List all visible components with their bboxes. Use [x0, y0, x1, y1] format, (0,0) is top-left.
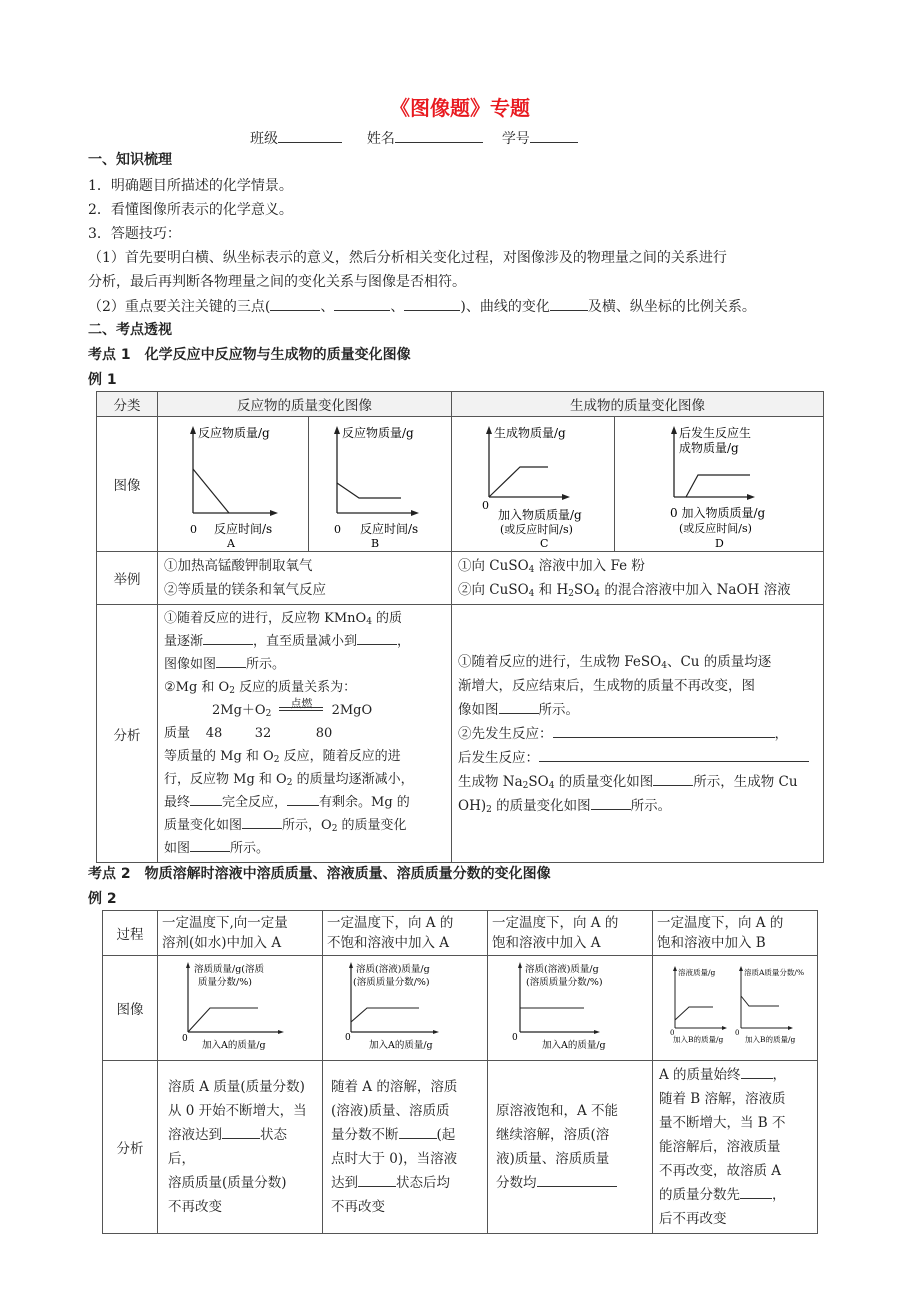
text-segment: 2 [265, 709, 272, 719]
fill-blank[interactable] [357, 630, 397, 645]
curve-line [337, 483, 401, 498]
product-header: 生成物的质量变化图像 [452, 392, 824, 417]
text-segment: 等质量的 Mg 和 O [164, 749, 274, 764]
page-title: 《图像题》专题 [390, 96, 530, 120]
text-segment: 的质量变化如图 [491, 797, 591, 814]
text-segment: 后不再改变 [659, 1211, 727, 1227]
text-segment: 如图 [164, 841, 191, 856]
text-segment: 4 [548, 780, 555, 791]
x-axis-label: 加入A的质量/g [369, 1040, 433, 1051]
analysis-row-label: 分析 [97, 605, 158, 863]
text-segment: 2 [286, 778, 293, 788]
kaodian-1-heading: 考点 1 化学反应中反应物与生成物的质量变化图像 [88, 347, 411, 363]
text-segment: 2 [273, 755, 280, 765]
text-segment: ①随着反应的进行，反应物 KMnO [164, 611, 367, 626]
text-segment: 随着 B 溶解，溶液质 [659, 1091, 786, 1107]
x-axis-arrow-icon [433, 1030, 439, 1034]
text-segment: 液)质量、溶质质量 [496, 1151, 610, 1167]
y-axis-arrow-icon [349, 962, 353, 968]
text-segment: OH) [458, 797, 487, 814]
text-segment: 所示。 [630, 797, 672, 814]
fill-blank[interactable] [537, 1172, 617, 1187]
fill-blank[interactable] [358, 1172, 396, 1187]
origin-label: 0 [334, 523, 341, 536]
analysis-cell [158, 1061, 323, 1234]
curve-line [675, 1007, 713, 1020]
text-segment: 4 [528, 589, 535, 599]
name-label: 姓名 [366, 131, 395, 147]
text-segment: 不再改变，故溶质 A [659, 1163, 782, 1179]
text-segment: 和 H [534, 582, 569, 598]
origin-label: 0 [345, 1033, 351, 1043]
tip-2-pre: （2）重点要关注关键的三点( [88, 299, 271, 315]
text-segment: 溶剂(如水)中加入 A [162, 935, 282, 951]
fill-blank[interactable] [190, 837, 230, 852]
text-segment: 32 [254, 726, 272, 741]
x-axis-label: 加入A的质量/g [202, 1040, 266, 1051]
x-axis-label: 加入B的质量/g [745, 1035, 796, 1044]
text-segment: 后发生反应： [458, 749, 539, 766]
image-row-label: 图像 [97, 417, 158, 552]
mass-ratio-line [164, 722, 445, 745]
text-segment: 80 [315, 726, 333, 741]
text-segment: 最终 [164, 795, 191, 810]
example-item: ②等质量的镁条和氧气反应 [164, 582, 326, 598]
text-segment: 从 0 开始不断增大，当 [168, 1103, 307, 1119]
text-segment: (起 [436, 1127, 456, 1143]
y-axis-label: 溶质(溶液)质量/g [356, 964, 430, 975]
origin-label: 0 [190, 523, 197, 536]
tip-1-line-a: （1）首先要明白横、纵坐标表示的意义，然后分析相关变化过程，对图像涉及的物理量之间的关系进行 [88, 250, 727, 266]
text-segment: 2 [331, 824, 338, 834]
equals-sign [279, 707, 323, 711]
curve-line [686, 475, 750, 497]
graph-g2 [323, 956, 487, 1056]
text-segment: 行，反应物 Mg 和 O [164, 772, 287, 787]
text-segment: 状态后， [168, 1127, 287, 1167]
text-segment: 溶质 A 质量(质量分数) [168, 1079, 305, 1095]
graph-a [158, 417, 308, 547]
graph-tag: D [715, 537, 724, 547]
key-point-blank-3[interactable] [404, 296, 460, 311]
text-segment: 的质量变化如图 [554, 773, 654, 790]
curve-line [741, 996, 779, 1006]
y-axis-label: 溶质质量/g(溶质 [194, 964, 264, 975]
y-axis-label: 溶质(溶液)质量/g [525, 964, 599, 975]
text-segment: 一定温度下，向 A 的 [327, 915, 454, 931]
tip-2-line [88, 296, 756, 317]
chemical-equation [164, 699, 445, 722]
analysis-cell [653, 1061, 818, 1234]
process-cell [158, 911, 323, 956]
graph-g4 [653, 956, 817, 1056]
curve-line [193, 469, 229, 513]
origin-label: 0 [512, 1033, 518, 1043]
text-segment: 的质 [371, 611, 403, 626]
x-axis-arrow-icon [562, 494, 570, 500]
y-axis-arrow-icon [739, 966, 743, 971]
x-axis-label: 0 加入物质质量/g [670, 506, 766, 520]
first-reaction-blank[interactable] [553, 723, 775, 738]
text-segment: 溶质质量(质量分数) [168, 1175, 287, 1191]
y-axis-label-line2: 成物质量/g [679, 441, 739, 455]
text-segment: 反应，随着反应的进 [279, 749, 401, 764]
analysis-row-label: 分析 [103, 1061, 158, 1234]
analysis-cell [488, 1061, 653, 1234]
graph-g3-cell [488, 956, 653, 1061]
fill-blank[interactable] [222, 1124, 260, 1139]
y-axis-label: 反应物质量/g [198, 426, 270, 440]
text-segment: 、Cu 的质量均逐 [666, 653, 772, 670]
text-segment: 完全反应， [222, 795, 288, 810]
text-segment: 渐增大，反应结束后，生成物的质量不再改变，图 [458, 677, 755, 694]
category-header: 分类 [97, 392, 158, 417]
graph-tag: C [540, 537, 549, 547]
key-point-blank-2[interactable] [334, 296, 390, 311]
key-point-blank-1[interactable] [270, 296, 320, 311]
text-segment: 所示，生成物 Cu [693, 773, 798, 790]
x-axis-arrow-icon [270, 510, 278, 516]
y-axis-arrow-icon [518, 962, 522, 968]
graph-c [452, 417, 614, 547]
text-segment: (溶液)质量、溶质质 [331, 1103, 450, 1119]
graph-a-cell [158, 417, 309, 552]
graph-g1-cell [158, 956, 323, 1061]
process-cell [653, 911, 818, 956]
y-axis-label: 后发生反应生 [679, 426, 752, 440]
y-axis-arrow-icon [486, 426, 492, 434]
text-segment: 溶液达到 [168, 1127, 222, 1143]
y-axis-label-line2: (溶质质量分数/%) [526, 977, 603, 988]
text-segment: ②先发生反应： [458, 725, 553, 742]
y-axis-label: 反应物质量/g [342, 426, 414, 440]
process-cell [488, 911, 653, 956]
fill-blank[interactable] [216, 653, 246, 668]
example-item [458, 554, 817, 578]
text-segment: 像如图 [458, 701, 499, 718]
x-axis-label-alt: (或反应时间/s) [500, 523, 573, 536]
class-label: 班级 [250, 131, 278, 147]
graph-d [615, 417, 823, 547]
text-segment: 所示，O [282, 818, 332, 833]
text-segment: ， [774, 725, 788, 742]
text-segment: 不饱和溶液中加入 A [327, 935, 450, 951]
example-2-label: 例 2 [88, 891, 117, 907]
y-axis-arrow-icon [334, 426, 340, 434]
section2-heading: 二、考点透视 [88, 322, 172, 338]
text-segment: 反应的质量关系为： [234, 680, 357, 695]
y-axis-label-line2: (溶质质量分数/%) [353, 977, 430, 988]
curve-line [351, 1008, 419, 1022]
example-1-label: 例 1 [88, 372, 117, 388]
second-reaction-blank[interactable] [539, 747, 809, 762]
text-segment: 一定温度下，向 A 的 [657, 915, 784, 931]
text-segment: 饱和溶液中加入 B [657, 935, 766, 951]
text-segment: 48 [205, 726, 223, 741]
text-segment: 生成物 Na [458, 773, 523, 790]
reaction-condition: 点燃 [290, 697, 313, 710]
text-segment: 饱和溶液中加入 A [492, 935, 601, 951]
text-segment: 一定温度下,向一定量 [162, 915, 288, 931]
text-segment: 4 [366, 617, 372, 627]
y-axis-label: 生成物质量/g [494, 426, 566, 440]
tip-2-sep-2: 、 [390, 299, 405, 315]
y-axis-arrow-icon [673, 966, 677, 971]
reactant-analysis [158, 605, 452, 863]
knowledge-item-3: 3．答题技巧： [88, 226, 181, 242]
text-segment: 2 [486, 804, 492, 815]
text-segment: 2 [568, 589, 574, 599]
curve-line [489, 467, 548, 497]
image-row-label: 图像 [103, 956, 158, 1061]
text-segment: 2 [229, 686, 235, 696]
example-2-table [102, 910, 818, 1234]
x-axis-arrow-icon [788, 1026, 793, 1030]
section1-heading: 一、知识梳理 [88, 152, 172, 168]
origin-label: 0 [182, 1034, 188, 1044]
text-segment: ， [397, 634, 411, 649]
x-axis-label: 加入B的质量/g [673, 1035, 724, 1044]
product-analysis [452, 605, 824, 863]
process-cell [323, 911, 488, 956]
text-segment: ①向 CuSO [458, 558, 529, 574]
text-segment: 状态后均 [396, 1175, 450, 1191]
process-row [103, 911, 818, 956]
fill-blank[interactable] [740, 1184, 772, 1199]
fill-blank[interactable] [242, 814, 282, 829]
tip-2-mid: )、曲线的变化 [460, 299, 550, 315]
text-segment: 有剩余。Mg 的 [319, 795, 410, 810]
reactant-examples [158, 552, 452, 605]
graph-g2-cell [323, 956, 488, 1061]
x-axis-label-alt: (或反应时间/s) [679, 522, 752, 535]
text-segment: SO [528, 773, 549, 790]
class-blank[interactable] [278, 128, 342, 143]
text-segment: 4 [528, 565, 535, 575]
x-axis-arrow-icon [747, 494, 755, 500]
y-axis-arrow-icon [186, 962, 190, 968]
text-segment: 的混合溶液中加入 NaOH 溶液 [600, 582, 791, 598]
analysis-cell [323, 1061, 488, 1234]
fill-blank[interactable] [653, 771, 693, 786]
fill-blank[interactable] [203, 630, 253, 645]
knowledge-item-1: 1．明确题目所描述的化学情景。 [88, 178, 293, 194]
tip-1-line-b: 分析，最后再判断各物理量之间的变化关系与图像是否相符。 [88, 274, 466, 290]
x-axis-label: 反应时间/s [360, 522, 419, 536]
text-segment: 4 [661, 660, 667, 671]
text-segment: ①随着反应的进行，生成物 FeSO [458, 653, 662, 670]
knowledge-item-2: 2．看懂图像所表示的化学意义。 [88, 202, 293, 218]
example-1-table [96, 391, 824, 863]
text-segment: 点时大于 0)，当溶液 [331, 1151, 458, 1167]
fill-blank[interactable] [591, 795, 631, 810]
text-segment: 不再改变 [331, 1199, 385, 1215]
fill-blank[interactable] [190, 791, 222, 806]
text-segment: 量不断增大，当 B 不 [659, 1115, 786, 1131]
y-axis-arrow-icon [190, 426, 196, 434]
graph-g1 [158, 956, 322, 1056]
text-segment: 原溶液饱和，A 不能 [496, 1103, 619, 1119]
text-segment: ②Mg 和 O [164, 680, 230, 695]
text-segment: 2 [522, 780, 529, 791]
text-segment: 分数均 [496, 1175, 537, 1191]
text-segment: 2MgO [331, 703, 373, 718]
text-segment: 4 [594, 589, 601, 599]
y-axis-label: 溶质A质量分数/% [744, 968, 805, 977]
text-segment: 溶液中加入 Fe 粉 [534, 558, 645, 574]
origin-label: 0 [735, 1029, 740, 1037]
example-row-label: 举例 [97, 552, 158, 605]
product-examples [452, 552, 824, 605]
id-blank[interactable] [530, 128, 578, 143]
text-segment: 质量 [164, 726, 191, 741]
fill-blank[interactable] [499, 699, 539, 714]
text-segment: 量逐渐 [164, 634, 204, 649]
reactant-header: 反应物的质量变化图像 [158, 392, 452, 417]
origin-label: 0 [482, 499, 489, 512]
graph-tag: B [371, 537, 380, 547]
text-segment: ， [772, 1067, 787, 1083]
process-row-label: 过程 [103, 911, 158, 956]
text-segment: 质量变化如图 [164, 818, 243, 833]
graph-g4-cell [653, 956, 818, 1061]
text-segment: 继续溶解，溶质(溶 [496, 1127, 610, 1143]
text-segment: 的质量分数先 [659, 1187, 740, 1203]
text-segment: A 的质量始终 [659, 1067, 741, 1083]
x-axis-arrow-icon [278, 1030, 284, 1034]
graph-tag: A [227, 537, 235, 547]
text-segment: 的质量均逐渐减小， [292, 772, 414, 787]
tip-2-sep-1: 、 [320, 299, 335, 315]
text-segment: 一定温度下，向 A 的 [492, 915, 619, 931]
text-segment: 所示。 [538, 701, 579, 718]
text-segment: 图像如图 [164, 657, 217, 672]
curve-change-blank[interactable] [550, 296, 588, 311]
fill-blank[interactable] [741, 1064, 773, 1079]
text-segment: ，直至质量减小到 [253, 634, 358, 649]
text-segment: 的质量变化 [337, 818, 407, 833]
text-segment: 随着 A 的溶解，溶质 [331, 1079, 458, 1095]
text-segment: 量分数不断 [331, 1127, 399, 1143]
graph-b [309, 417, 451, 547]
text-segment: SO [573, 582, 595, 598]
x-axis-label: 反应时间/s [214, 522, 273, 536]
text-segment: 2Mg＋O [212, 703, 266, 718]
tip-2-post: 及横、纵坐标的比例关系。 [587, 299, 756, 315]
text-segment: 所示。 [230, 841, 270, 856]
x-axis-arrow-icon [722, 1026, 727, 1030]
id-label: 学号 [501, 131, 530, 147]
fill-blank[interactable] [399, 1124, 437, 1139]
example-item: ①加热高锰酸钾制取氧气 [164, 558, 313, 574]
origin-label: 0 [670, 1029, 675, 1037]
text-segment: 不再改变 [168, 1199, 222, 1215]
example-item [458, 578, 817, 602]
fill-blank[interactable] [287, 791, 319, 806]
student-info-line [250, 128, 578, 148]
text-segment: ， [772, 1187, 786, 1203]
graph-d-cell [615, 417, 824, 552]
y-axis-label: 溶液质量/g [678, 968, 716, 977]
x-axis-label: 加入物质质量/g [498, 508, 582, 522]
y-axis-arrow-icon [671, 426, 677, 434]
graph-c-cell [452, 417, 615, 552]
x-axis-label: 加入A的质量/g [542, 1040, 606, 1051]
graph-b-cell [309, 417, 452, 552]
text-segment: 能溶解后，溶液质量 [659, 1139, 781, 1155]
x-axis-arrow-icon [411, 510, 419, 516]
name-blank[interactable] [395, 128, 483, 143]
graph-g3 [488, 956, 652, 1056]
kaodian-2-heading: 考点 2 物质溶解时溶液中溶质质量、溶液质量、溶质质量分数的变化图像 [88, 866, 551, 882]
y-axis-label-line2: 质量分数/%) [198, 977, 252, 988]
text-segment: 达到 [331, 1175, 358, 1191]
x-axis-arrow-icon [594, 1030, 600, 1034]
text-segment: ②向 CuSO [458, 582, 529, 598]
text-segment: 所示。 [246, 657, 286, 672]
curve-line [188, 1008, 258, 1032]
